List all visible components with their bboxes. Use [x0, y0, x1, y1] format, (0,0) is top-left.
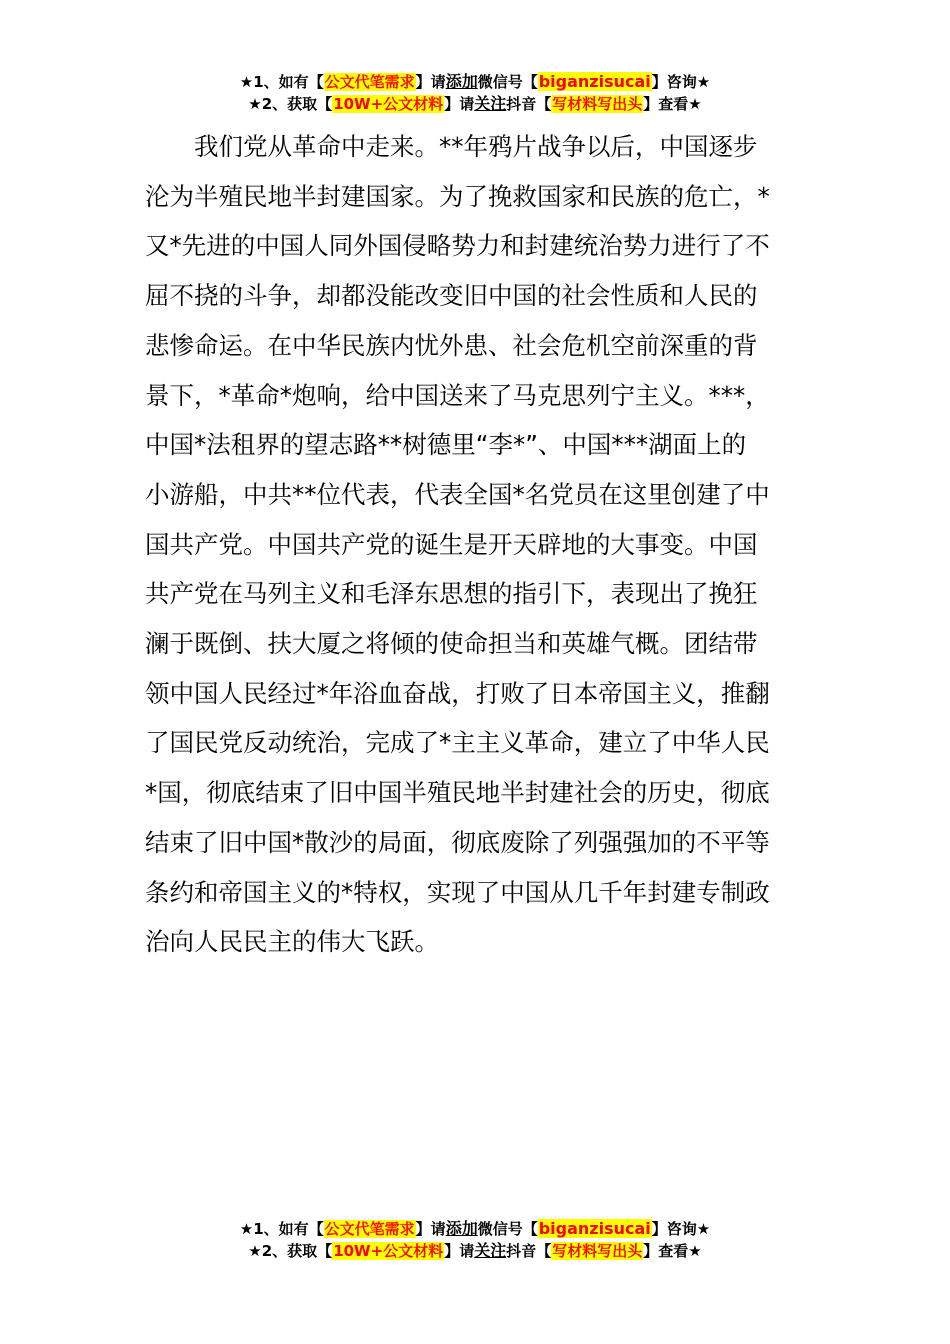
notice-highlight-materials: 10W+公文材料	[333, 95, 444, 113]
notice-line-2-prefix: ★2、获取【	[248, 95, 333, 113]
notice-line-1-mid: 】请	[415, 1220, 446, 1238]
notice-line-1-suffix: 】咨询★	[651, 73, 711, 91]
header-notice	[0, 71, 950, 115]
body-line: 我们党从革命中走来。**年鸦片战争以后，中国逐步	[194, 132, 758, 161]
body-line: 景下，*革命*炮响，给中国送来了马克思列宁主义。***，	[145, 380, 770, 410]
notice-line-1	[0, 1218, 950, 1240]
notice-line-2-suffix: 】查看★	[643, 1242, 702, 1260]
notice-line-2-suffix: 】查看★	[643, 95, 702, 113]
notice-highlight-douyin: 写材料写出头	[552, 95, 643, 113]
notice-line-2	[0, 1240, 950, 1262]
body-line: 治向人民民主的伟大飞跃。	[145, 927, 439, 957]
body-line: 小游船，中共**位代表，代表全国*名党员在这里创建了中	[145, 479, 770, 509]
notice-line-2-mid: 】请	[444, 95, 475, 113]
notice-line-1-mid: 】请	[415, 73, 446, 91]
notice-underline-add: 添加	[445, 72, 478, 91]
notice-line-1-mid2: 微信号【	[477, 1220, 538, 1238]
notice-highlight-wechat-id: biganzisucai	[538, 1219, 651, 1238]
notice-underline-follow: 关注	[474, 1241, 507, 1260]
body-line: 沦为半殖民地半封建国家。为了挽救国家和民族的危亡，*	[145, 181, 770, 211]
notice-line-2-mid: 】请	[444, 1242, 475, 1260]
notice-line-1-mid2: 微信号【	[477, 73, 538, 91]
footer-notice	[0, 1218, 950, 1262]
body-line: 共产党在马列主义和毛泽东思想的指引下，表现出了挽狂	[145, 579, 758, 609]
notice-highlight-materials: 10W+公文材料	[333, 1242, 444, 1260]
body-line: *国，彻底结束了旧中国半殖民地半封建社会的历史，彻底	[145, 778, 770, 808]
body-line: 条约和帝国主义的*特权，实现了中国从几千年封建专制政	[145, 877, 770, 907]
notice-line-1-suffix: 】咨询★	[651, 1220, 711, 1238]
notice-line-1-prefix: ★1、如有【	[239, 1220, 324, 1238]
notice-line-2-mid2: 抖音【	[506, 95, 552, 113]
body-line: 悲惨命运。在中华民族内忧外患、社会危机空前深重的背	[145, 330, 758, 360]
notice-highlight-wechat-id: biganzisucai	[538, 72, 651, 91]
document-body	[145, 122, 813, 967]
body-line: 领中国人民经过*年浴血奋战，打败了日本帝国主义，推翻	[145, 678, 770, 708]
notice-underline-follow: 关注	[474, 94, 507, 113]
notice-line-2-prefix: ★2、获取【	[248, 1242, 333, 1260]
body-line: 澜于既倒、扶大厦之将倾的使命担当和英雄气概。团结带	[145, 629, 758, 659]
body-line: 国共产党。中国共产党的诞生是开天辟地的大事变。中国	[145, 529, 758, 559]
body-line: 了国民党反动统治，完成了*主主义革命，建立了中华人民	[145, 728, 770, 758]
notice-highlight-douyin: 写材料写出头	[552, 1242, 643, 1260]
body-line: 结束了旧中国*散沙的局面，彻底废除了列强强加的不平等	[145, 827, 770, 857]
notice-highlight-service: 公文代笔需求	[324, 1220, 415, 1238]
notice-line-1-prefix: ★1、如有【	[239, 73, 324, 91]
body-line: 又*先进的中国人同外国侵略势力和封建统治势力进行了不	[145, 231, 770, 261]
body-line: 中国*法租界的望志路**树德里“李*”、中国***湖面上的	[145, 430, 747, 460]
notice-underline-add: 添加	[445, 1219, 478, 1238]
notice-line-2-mid2: 抖音【	[506, 1242, 552, 1260]
notice-line-1	[0, 71, 950, 93]
body-line: 屈不挠的斗争，却都没能改变旧中国的社会性质和人民的	[145, 281, 758, 311]
notice-highlight-service: 公文代笔需求	[324, 73, 415, 91]
notice-line-2	[0, 93, 950, 115]
